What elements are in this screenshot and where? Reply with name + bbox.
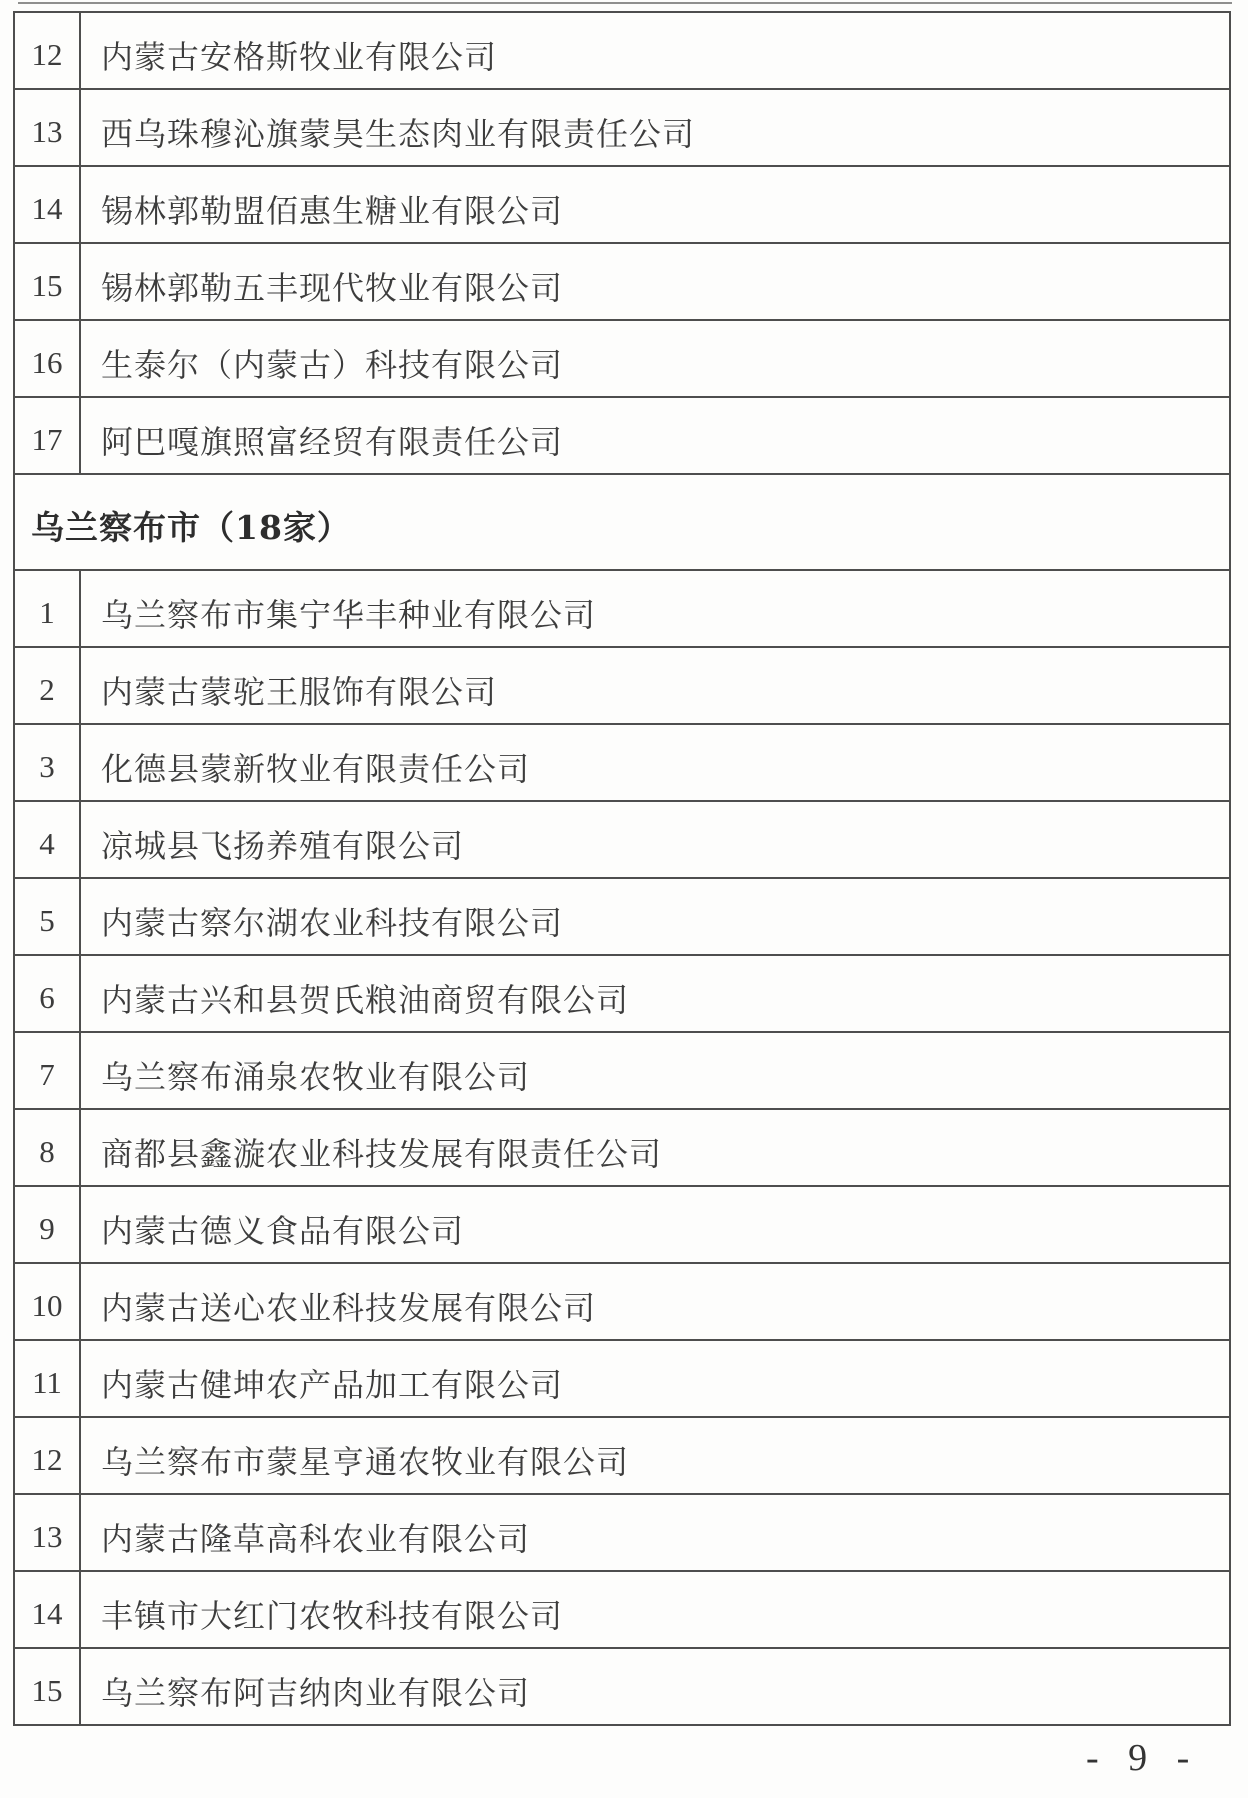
table-row (15, 802, 1229, 879)
company-name-cell: 商都县鑫漩农业科技发展有限责任公司 (101, 1134, 663, 1173)
table-row (15, 13, 1229, 90)
row-number-cell: 14 (15, 167, 81, 242)
company-table (13, 11, 1231, 1726)
table-row (15, 167, 1229, 244)
company-name-cell: 生泰尔（内蒙古）科技有限公司 (101, 345, 564, 384)
row-number-cell: 12 (15, 1418, 81, 1493)
company-name-cell: 阿巴嘎旗照富经贸有限责任公司 (101, 422, 564, 461)
company-name-cell: 锡林郭勒五丰现代牧业有限公司 (101, 268, 564, 307)
table-row (15, 90, 1229, 167)
company-name-cell: 内蒙古安格斯牧业有限公司 (101, 37, 498, 76)
table-row (15, 1187, 1229, 1264)
row-number-cell: 12 (15, 13, 81, 88)
company-name-cell: 内蒙古送心农业科技发展有限公司 (101, 1288, 597, 1327)
company-name-cell: 内蒙古隆草高科农业有限公司 (101, 1519, 531, 1558)
company-name-cell: 内蒙古德义食品有限公司 (101, 1211, 465, 1250)
table-row (15, 1341, 1229, 1418)
table-top-edge-artifact (18, 2, 1232, 4)
table-row (15, 1649, 1229, 1724)
table-row (15, 1418, 1229, 1495)
company-name-cell: 内蒙古健坤农产品加工有限公司 (101, 1365, 564, 1404)
row-number-cell: 3 (15, 725, 81, 800)
row-number-cell: 8 (15, 1110, 81, 1185)
table-row (15, 1495, 1229, 1572)
page-number: - 9 - (1086, 1737, 1192, 1779)
company-name-cell: 乌兰察布市蒙星亨通农牧业有限公司 (101, 1442, 630, 1481)
row-number-cell: 17 (15, 398, 81, 473)
company-name-cell: 锡林郭勒盟佰惠生糖业有限公司 (101, 191, 564, 230)
row-number-cell: 10 (15, 1264, 81, 1339)
table-row (15, 244, 1229, 321)
row-number-cell: 9 (15, 1187, 81, 1262)
table-row (15, 398, 1229, 475)
row-number-cell: 7 (15, 1033, 81, 1108)
company-name-cell: 内蒙古兴和县贺氏粮油商贸有限公司 (101, 980, 630, 1019)
table-row (15, 1572, 1229, 1649)
row-number-cell: 14 (15, 1572, 81, 1647)
company-name-cell: 化德县蒙新牧业有限责任公司 (101, 749, 531, 788)
table-row (15, 571, 1229, 648)
row-number-cell: 15 (15, 244, 81, 319)
row-number-cell: 13 (15, 90, 81, 165)
row-number-cell: 16 (15, 321, 81, 396)
company-name-cell: 西乌珠穆沁旗蒙昊生态肉业有限责任公司 (101, 114, 696, 153)
company-name-cell: 乌兰察布市集宁华丰种业有限公司 (101, 595, 597, 634)
row-number-cell: 13 (15, 1495, 81, 1570)
row-number-cell: 4 (15, 802, 81, 877)
table-row (15, 879, 1229, 956)
company-name-cell: 乌兰察布阿吉纳肉业有限公司 (101, 1673, 531, 1712)
table-row (15, 648, 1229, 725)
row-number-cell: 6 (15, 956, 81, 1031)
row-number-cell: 5 (15, 879, 81, 954)
table-row (15, 1110, 1229, 1187)
company-name-cell: 凉城县飞扬养殖有限公司 (101, 826, 465, 865)
table-row (15, 321, 1229, 398)
section-header-label: 乌兰察布市（18家） (31, 507, 351, 547)
company-name-cell: 内蒙古蒙驼王服饰有限公司 (101, 672, 498, 711)
section-header-row (15, 475, 1229, 571)
company-name-cell: 丰镇市大红门农牧科技有限公司 (101, 1596, 564, 1635)
table-row (15, 1033, 1229, 1110)
row-number-cell: 2 (15, 648, 81, 723)
company-name-cell: 内蒙古察尔湖农业科技有限公司 (101, 903, 564, 942)
table-row (15, 1264, 1229, 1341)
table-row (15, 725, 1229, 802)
row-number-cell: 11 (15, 1341, 81, 1416)
table-row (15, 956, 1229, 1033)
row-number-cell: 1 (15, 571, 81, 646)
row-number-cell: 15 (15, 1649, 81, 1724)
company-name-cell: 乌兰察布涌泉农牧业有限公司 (101, 1057, 531, 1096)
